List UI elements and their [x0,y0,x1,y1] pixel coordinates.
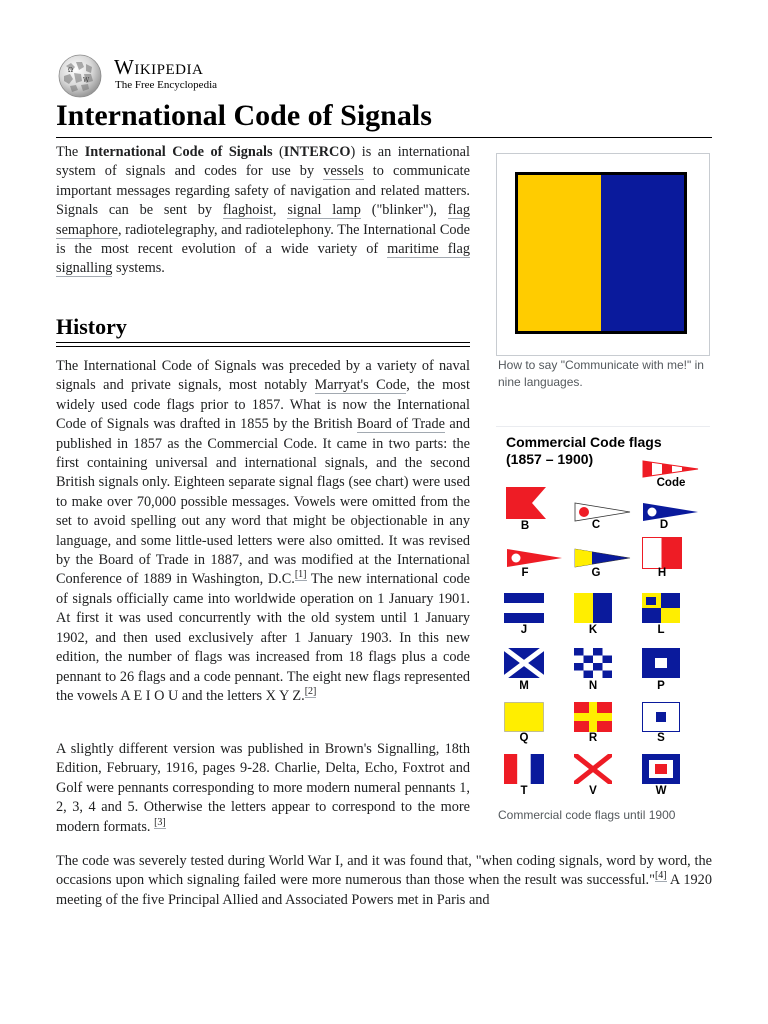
link-signal-lamp[interactable]: signal lamp [287,202,361,219]
flag-label-n: N [588,680,598,692]
flag-f [506,548,564,568]
flag-label-b: B [520,520,530,532]
flag-label-f: F [521,567,529,579]
flag-label-j: J [520,624,528,636]
flag-label-s: S [657,732,665,744]
flag-w [642,754,680,784]
history-divider [56,342,470,343]
history-heading: History [56,314,127,339]
flag-label-d: D [659,519,669,531]
flag-b [506,487,546,519]
code-pennant-flag [642,460,700,478]
flag-r [574,702,612,732]
flag-s [642,702,680,732]
flag-g [574,548,632,568]
flag-label-g: G [591,567,601,579]
commercial-code-flags-chart[interactable] [496,430,710,802]
svg-text:W: W [83,77,90,84]
lead-paragraph: The International Code of Signals (INTERCO) is an international system of signals and codes for use by vessels to communicate important messages regarding safety of navigation and related matters. Signals can be sent by flaghoist, signal lamp ("blinker"), flag semaphore, radiotelegraphy, and radiotelephony. The International Code is the most recent evolution of a wide variety of maritime flag signalling systems. [56,144,471,277]
reference-2[interactable]: [2] [304,685,317,697]
flag-p [642,648,680,678]
flag-label-r: R [588,732,598,744]
figure-k-flag-frame[interactable] [496,153,710,356]
history-paragraph-1: The International Code of Signals was preceded by a variety of naval signals and private signals, most notably Marryat's Code, the most widely used code flags prior to 1857. What is now the International Code of Signals was drafted in 1855 by the British Board of Trade and published in 1857 as the Commercial Code. It came in two parts: the first containing universal and international signals, and the second British signals only. Eighteen separate signal flags (see chart) were used to make over 70,000 possible messages. Vowels were omitted from the set to avoid spelling out any word that might be objectionable in any language, and some little-used letters were also omitted. It was revised by the Board of Trade in 1887, and was modified at the International Conference of 1889 in Washington, D.C.[1] The new international code of signals officially came into worldwide operation on 1 January 1901. At first it was used concurrently with the old system until 1 January 1902, and then used exclusively after 1 January 1903. In this new edition, the number of flags was increased from 18 flags plus a code pennant to 26 flags and a code pennant. The eight new flags represented the vowels A E I O U and the letters X Y Z.[2] [56,358,470,704]
flag-l [642,593,680,623]
flag-m [504,648,544,678]
flag-n [574,648,612,678]
link-vessels[interactable]: vessels [323,163,364,180]
chart-title: Commercial Code flags (1857 – 1900) [506,434,662,467]
wikipedia-wordmark[interactable]: Wikipedia [114,55,204,79]
flag-label-code: Code [656,477,686,489]
wikipedia-globe-icon[interactable] [56,54,104,98]
figure-divider [496,426,710,427]
flag-label-h: H [657,567,667,579]
flag-q [504,702,544,732]
reference-4[interactable]: [4] [654,870,667,882]
flag-label-v: V [589,785,597,797]
flag-h [642,537,682,569]
flag-label-c: C [591,519,601,531]
title-divider [56,137,712,138]
link-maritime-flag-signalling[interactable]: maritime flag signalling [56,241,470,277]
flag-v [574,754,612,784]
flag-label-k: K [588,624,598,636]
history-paragraph-2: A slightly different version was published in Brown's Signalling, 18th Edition, February, 1916, pages 9-28. Charlie, Delta, Echo, Foxtrot and Golf were pennants corresponding to more modern numeral pennants 1, 2, 3, 4 and 5. Otherwise the letters appear to correspond to the more modern formats. [3] [56,741,470,835]
reference-1[interactable]: [1] [294,569,307,581]
flag-label-m: M [519,680,529,692]
flag-k [574,593,612,623]
figure-k-flag-caption: How to say "Communicate with me!" in nine languages. [498,358,704,389]
k-flag-image [515,172,687,334]
reference-3[interactable]: [3] [154,816,166,828]
flag-label-l: L [657,624,665,636]
flag-j [504,593,544,623]
history-paragraph-3: The code was severely tested during World War I, and it was found that, "when coding signals, word by word, the occasions upon which signaling failed were more numerous than those when the result was successful."[4] A 1920 meeting of the five Principal Allied and Associated Powers met in Paris and [56,853,712,908]
flag-label-t: T [520,785,528,797]
history-divider-thin [56,346,470,347]
wikipedia-tagline: The Free Encyclopedia [115,79,218,91]
flag-label-p: P [657,680,665,692]
link-marryats-code[interactable]: Marryat's Code [314,377,407,394]
svg-text:Ω: Ω [68,67,73,74]
link-board-of-trade[interactable]: Board of Trade [356,416,445,433]
page-title: International Code of Signals [56,99,432,132]
figure-commercial-code-caption: Commercial code flags until 1900 [498,808,676,822]
flag-label-q: Q [519,732,529,744]
flag-t [504,754,544,784]
link-flaghoist[interactable]: flaghoist [222,202,273,219]
link-flag-semaphore[interactable]: flag semaphore [56,202,471,238]
flag-label-w: W [655,785,667,797]
